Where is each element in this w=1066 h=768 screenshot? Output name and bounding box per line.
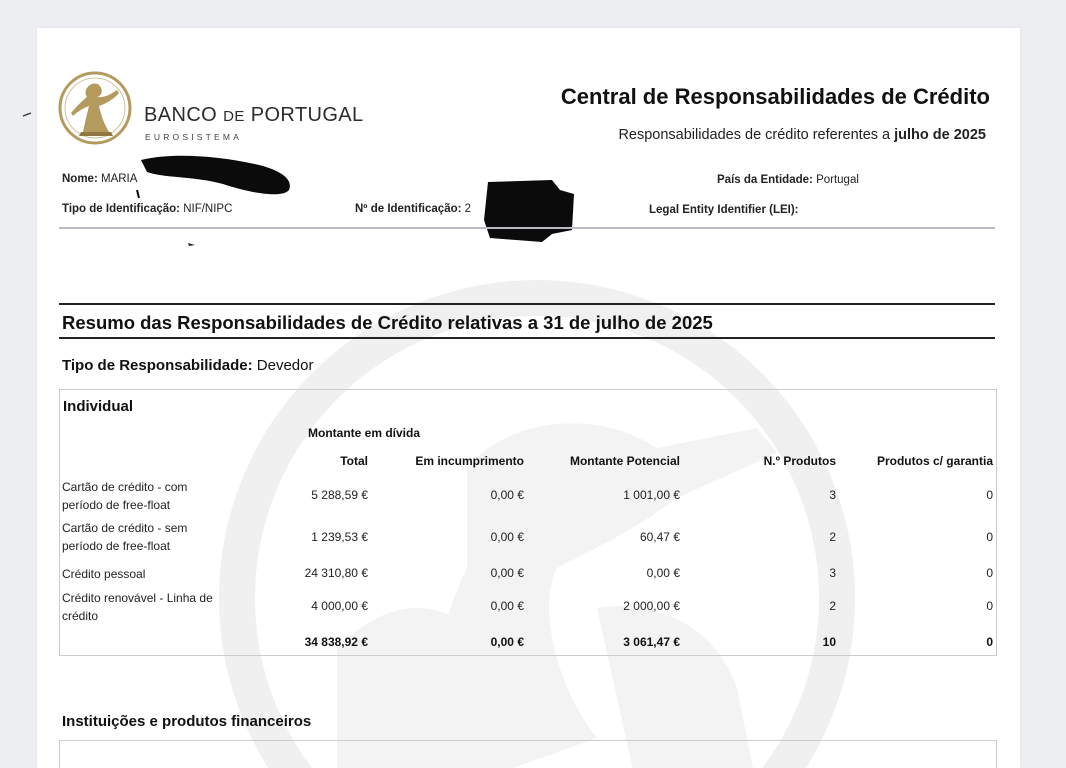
stray-dot <box>187 242 197 248</box>
row-produtos: 2 <box>829 599 836 613</box>
row-garantia: 0 <box>986 530 993 544</box>
section-rule-top <box>59 303 995 305</box>
numero-identificacao-label: Nº de Identificação: <box>355 203 462 215</box>
row-produtos: 3 <box>829 488 836 502</box>
tipo-identificacao-value: NIF/NIPC <box>183 203 233 215</box>
subtitle-period: julho de 2025 <box>894 127 986 143</box>
numero-identificacao-value: 2 <box>464 203 472 215</box>
section-rule-bottom <box>59 337 995 339</box>
row-potencial: 2 000,00 € <box>623 599 680 613</box>
pais-entidade-label: País da Entidade: <box>717 174 813 186</box>
institutions-title: Instituições e produtos financeiros <box>62 713 312 730</box>
table-title: Individual <box>63 398 134 415</box>
numero-identificacao-field <box>355 203 471 215</box>
document-title: Central de Responsabilidades de Crédito <box>560 84 990 109</box>
bank-subtitle: EUROSISTEMA <box>145 132 243 142</box>
tipo-identificacao-label: Tipo de Identificação: <box>62 203 180 215</box>
row-total: 24 310,80 € <box>304 566 368 580</box>
nome-label: Nome: <box>62 173 98 185</box>
tipo-responsabilidade-label: Tipo de Responsabilidade: <box>62 357 253 374</box>
row-label: Cartão de crédito - com período de free-float <box>62 480 188 512</box>
total-incumprimento: 0,00 € <box>490 635 524 649</box>
redaction-scribble <box>133 150 298 202</box>
nome-field <box>62 173 137 185</box>
pais-entidade-value: Portugal <box>816 174 859 186</box>
tipo-responsabilidade <box>62 357 313 374</box>
row-total: 1 239,53 € <box>311 530 368 544</box>
row-label: Cartão de crédito - sem período de free-float <box>62 521 188 553</box>
col-header-incumprimento: Em incumprimento <box>415 454 524 468</box>
bank-logo-icon <box>57 70 133 146</box>
document-subtitle <box>618 127 986 143</box>
row-garantia: 0 <box>986 566 993 580</box>
row-incumprimento: 0,00 € <box>490 599 524 613</box>
total-produtos: 10 <box>822 635 836 649</box>
row-incumprimento: 0,00 € <box>490 566 524 580</box>
bank-name-de: DE <box>223 108 245 125</box>
row-potencial: 1 001,00 € <box>623 488 680 502</box>
row-produtos: 2 <box>829 530 836 544</box>
col-header-garantia: Produtos c/ garantia <box>876 454 993 468</box>
row-garantia: 0 <box>986 599 993 613</box>
total-total: 34 838,92 € <box>304 635 368 649</box>
summary-title: Resumo das Responsabilidades de Crédito relativas a 31 de julho de 2025 <box>62 312 713 333</box>
row-potencial: 0,00 € <box>646 566 680 580</box>
header-divider <box>59 227 995 229</box>
tipo-responsabilidade-value: Devedor <box>256 357 314 374</box>
lei-field <box>649 204 799 216</box>
col-header-potencial: Montante Potencial <box>569 454 680 468</box>
lei-label: Legal Entity Identifier (LEI): <box>649 204 799 216</box>
tipo-identificacao-field <box>62 203 232 215</box>
total-garantia: 0 <box>986 635 993 649</box>
row-label: Crédito pessoal <box>62 567 146 581</box>
montante-group-header: Montante em dívida <box>308 426 421 440</box>
row-produtos: 3 <box>829 566 836 580</box>
row-total: 5 288,59 € <box>311 488 368 502</box>
row-label: Crédito renovável - Linha de crédito <box>62 591 213 623</box>
col-header-total: Total <box>340 454 368 468</box>
row-potencial: 60,47 € <box>639 530 680 544</box>
row-total: 4 000,00 € <box>311 599 368 613</box>
bank-name-main: BANCO <box>144 104 218 126</box>
subtitle-prefix: Responsabilidades de crédito referentes a <box>618 127 895 143</box>
nome-value: MARIA <box>100 173 138 185</box>
bank-name <box>144 104 364 127</box>
col-header-produtos: N.º Produtos <box>763 454 836 468</box>
document-page <box>37 28 1020 768</box>
pais-entidade-field <box>717 174 859 186</box>
total-potencial: 3 061,47 € <box>623 635 680 649</box>
stray-pen-mark <box>22 112 32 117</box>
row-garantia: 0 <box>986 488 993 502</box>
redaction-block <box>482 180 577 242</box>
institutions-table <box>59 740 997 768</box>
row-incumprimento: 0,00 € <box>490 488 524 502</box>
summary-table <box>59 389 997 656</box>
row-incumprimento: 0,00 € <box>490 530 524 544</box>
bank-name-country: PORTUGAL <box>250 104 364 126</box>
